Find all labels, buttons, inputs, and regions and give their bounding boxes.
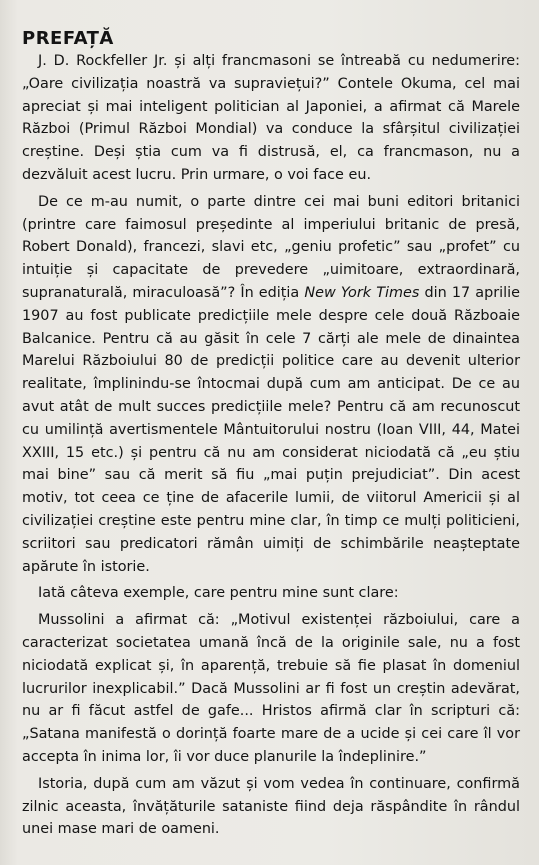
text-segment: din 17 aprilie 1907 au fost publicate predicțiile mele despre cele două Războaie Balcanice. Pentru că au găsit în cele 7 cărți ale mele de dinaintea Marelui Războiului 80 de predicții politice care au devenit ulterior realitate, împlinindu-se întocmai după cum am anticipat. De ce au avut atât de mult succes predicțiile mele? Pentru că am recunoscut cu umilință avertismentele Mântuitorului nostru (Ioan VIII, 44, Matei XXIII, 15 etc.) și pentru că nu am considerat niciodată că „eu știu mai bine” sau că merit să fiu „mai puțin prejudiciat”. Din acest motiv, tot ceea ce ține de afacerile lumii, de viitorul Americii și al civilizației creștine este pentru mine clar, în timp ce mulți politicieni, scriitori sau predicatori rămân uimiți de schimbările neașteptate apărute în istorie. — [22, 284, 520, 575]
paragraph — [22, 50, 520, 187]
page-title: PREFAȚĂ — [22, 28, 114, 49]
paragraph — [22, 609, 520, 769]
text-segment: Istoria, după cum am văzut și vom vedea în continuare, confirmă zilnic aceasta, învățăturile sataniste fiind deja răspândite în rândul unei mase mari de oameni. — [22, 775, 520, 838]
text-segment: J. D. Rockfeller Jr. și alți francmasoni se întreabă cu nedumerire: „Oare civilizația noastră va supraviețui?” Contele Okuma, cel mai apreciat și mai inteligent politician al Japoniei, a afirmat că Marele Război (Primul Război Mondial) va conduce la sfârșitul civilizației creștine. Deși știa cum va fi distrusă, el, ca francmason, nu a dezvăluit acest lucru. Prin urmare, o voi face eu. — [22, 53, 520, 183]
text-segment: Mussolini a afirmat că: „Motivul existenței războiului, care a caracterizat societatea umană încă de la originile sale, nu a fost niciodată explicat și, în aparență, trebuie să fie plasat în domeniul lucrurilor inexplicabil.” Dacă Mussolini ar fi fost un creștin adevărat, nu ar fi făcut astfel de gafe... Hristos afirmă clar în scripturi că: „Satana manifestă o dorință foarte mare de a ucide și cei care îl vor accepta în inima lor, îi vor duce planurile la îndeplinire.” — [22, 612, 520, 765]
text-segment: De ce m-au numit, o parte dintre cei mai buni editori britanici (printre care faimosul președinte al imperiului britanic de presă, Robert Donald), francezi, slavi etc, „geniu profetic” sau „profet” cu intuiție și capacitate de prevedere „uimitoare, extraordinară, supranaturală, miraculoasă”? În ediția — [22, 193, 520, 301]
text-segment: Iată câteva exemple, care pentru mine sunt clare: — [38, 585, 399, 602]
paragraph — [22, 191, 520, 579]
body-text — [22, 50, 520, 841]
publication-name: New York Times — [304, 284, 420, 301]
paragraph — [22, 773, 520, 841]
paragraph — [22, 582, 520, 605]
